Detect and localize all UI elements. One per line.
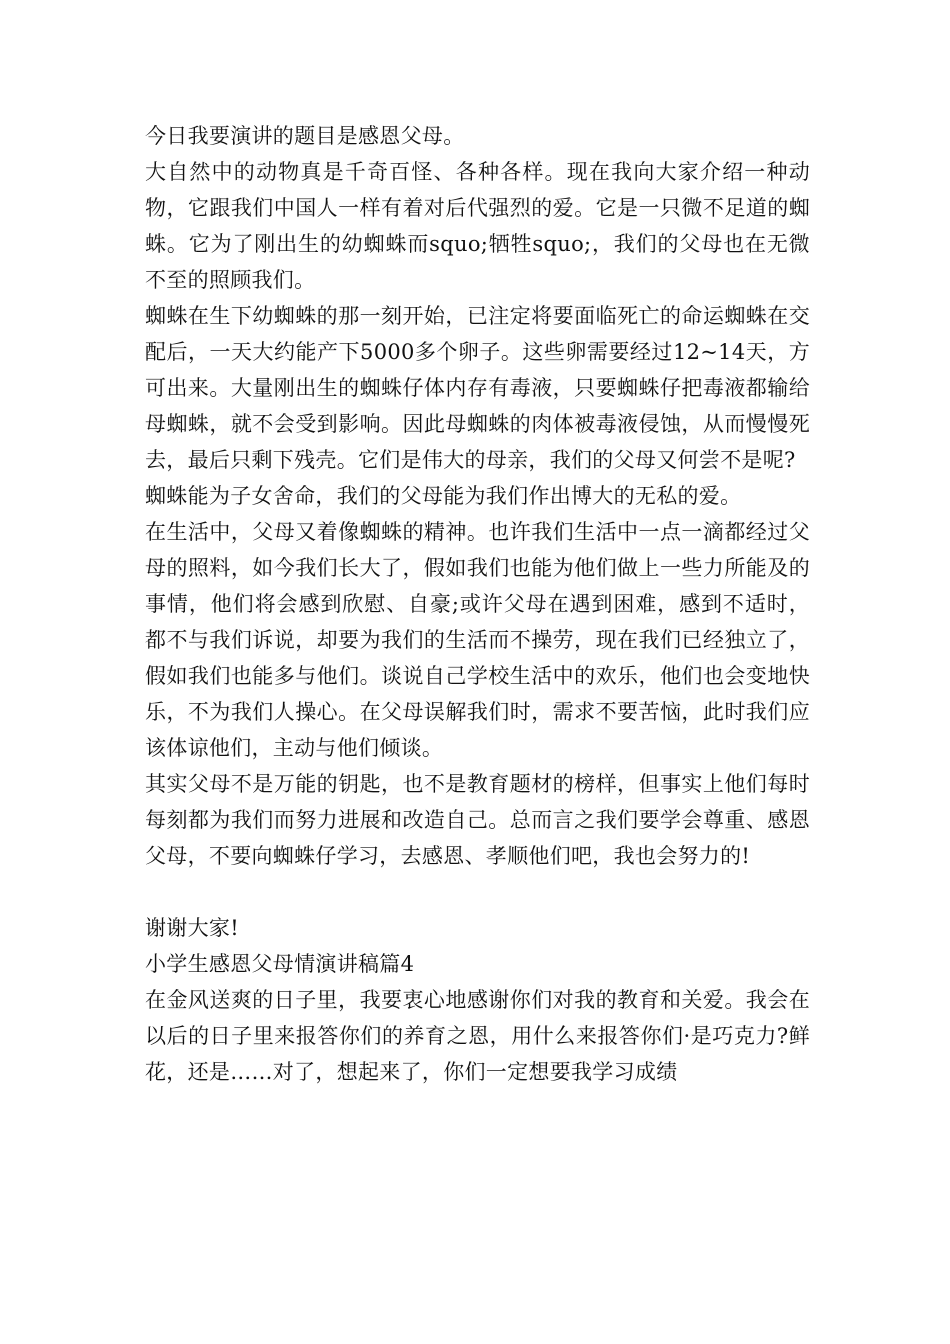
document-body [145,118,810,1090]
paragraph-conclusion: 其实父母不是万能的钥匙，也不是教育题材的榜样，但事实上他们每时每刻都为我们而努力进展和改造自己。总而言之我们要学会尊重、感恩父母，不要向蜘蛛仔学习，去感恩、孝顺他们吧，我也会努力的! [145,772,810,868]
paragraph-topic: 今日我要演讲的题目是感恩父母。 [145,124,465,148]
paragraph-spider-sacrifice: 蜘蛛在生下幼蜘蛛的那一刻开始，已注定将要面临死亡的命运蜘蛛在交配后，一天大约能产下5000多个卵子。这些卵需要经过12~14天，方可出来。大量刚出生的蜘蛛仔体内存有毒液，只要蜘蛛仔把毒液都输给母蜘蛛，就不会受到影响。因此母蜘蛛的肉体被毒液侵蚀，从而慢慢死去，最后只剩下残壳。它们是伟大的母亲，我们的父母又何尝不是呢? [145,304,810,472]
paragraph-daily-life: 在生活中，父母又着像蜘蛛的精神。也许我们生活中一点一滴都经过父母的照料，如今我们长大了，假如我们也能为他们做上一些力所能及的事情，他们将会感到欣慰、自豪;或许父母在遇到困难，感到不适时，都不与我们诉说，却要为我们的生活而不操劳，现在我们已经独立了，假如我们也能多与他们。谈说自己学校生活中的欢乐，他们也会变地快乐，不为我们人操心。在父母误解我们时，需求不要苦恼，此时我们应该体谅他们，主动与他们倾谈。 [145,520,810,760]
paragraph-gratitude: 在金风送爽的日子里，我要衷心地感谢你们对我的教育和关爱。我会在以后的日子里来报答你们的养育之恩，用什么来报答你们·是巧克力?鲜花，还是……对了，想起来了，你们一定想要我学习成绩 [145,988,810,1084]
section-title: 小学生感恩父母情演讲稿篇4 [145,952,415,976]
paragraph-spider-intro: 大自然中的动物真是千奇百怪、各种各样。现在我向大家介绍一种动物，它跟我们中国人一样有着对后代强烈的爱。它是一只微不足道的蜘蛛。它为了刚出生的幼蜘蛛而squo;牺牲squo;，我们的父母也在无微不至的照顾我们。 [145,160,810,292]
blank-line [145,874,810,910]
closing-thanks: 谢谢大家! [145,916,239,940]
paragraph-spider-love: 蜘蛛能为子女舍命，我们的父母能为我们作出博大的无私的爱。 [145,484,742,508]
